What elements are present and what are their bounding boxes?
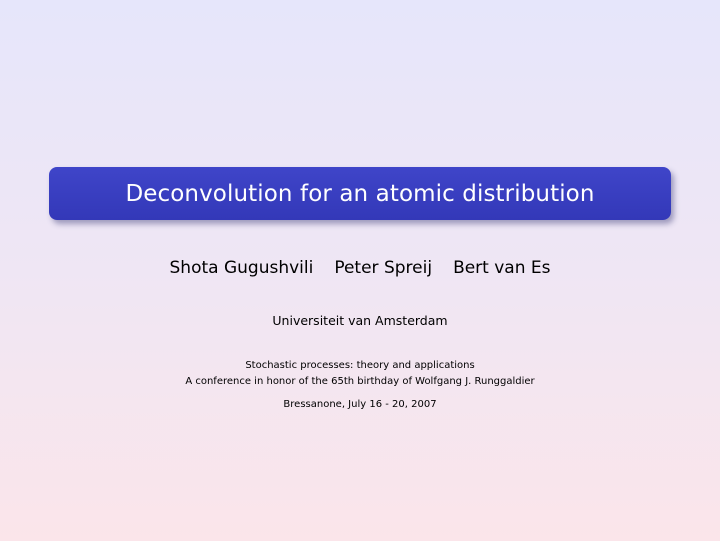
date-location: Bressanone, July 16 - 20, 2007 <box>283 399 437 410</box>
author-list <box>0 258 720 278</box>
author-name: Shota Gugushvili <box>169 258 314 278</box>
author-name: Peter Spreij <box>334 258 433 278</box>
event-line-1: Stochastic processes: theory and applications <box>245 360 475 371</box>
title-box <box>49 167 671 220</box>
author-name: Bert van Es <box>453 258 551 278</box>
event-line-2: A conference in honor of the 65th birthday of Wolfgang J. Runggaldier <box>185 376 535 387</box>
slide-title: Deconvolution for an atomic distribution <box>125 180 595 207</box>
institute: Universiteit van Amsterdam <box>272 313 448 328</box>
event-info <box>0 358 720 390</box>
